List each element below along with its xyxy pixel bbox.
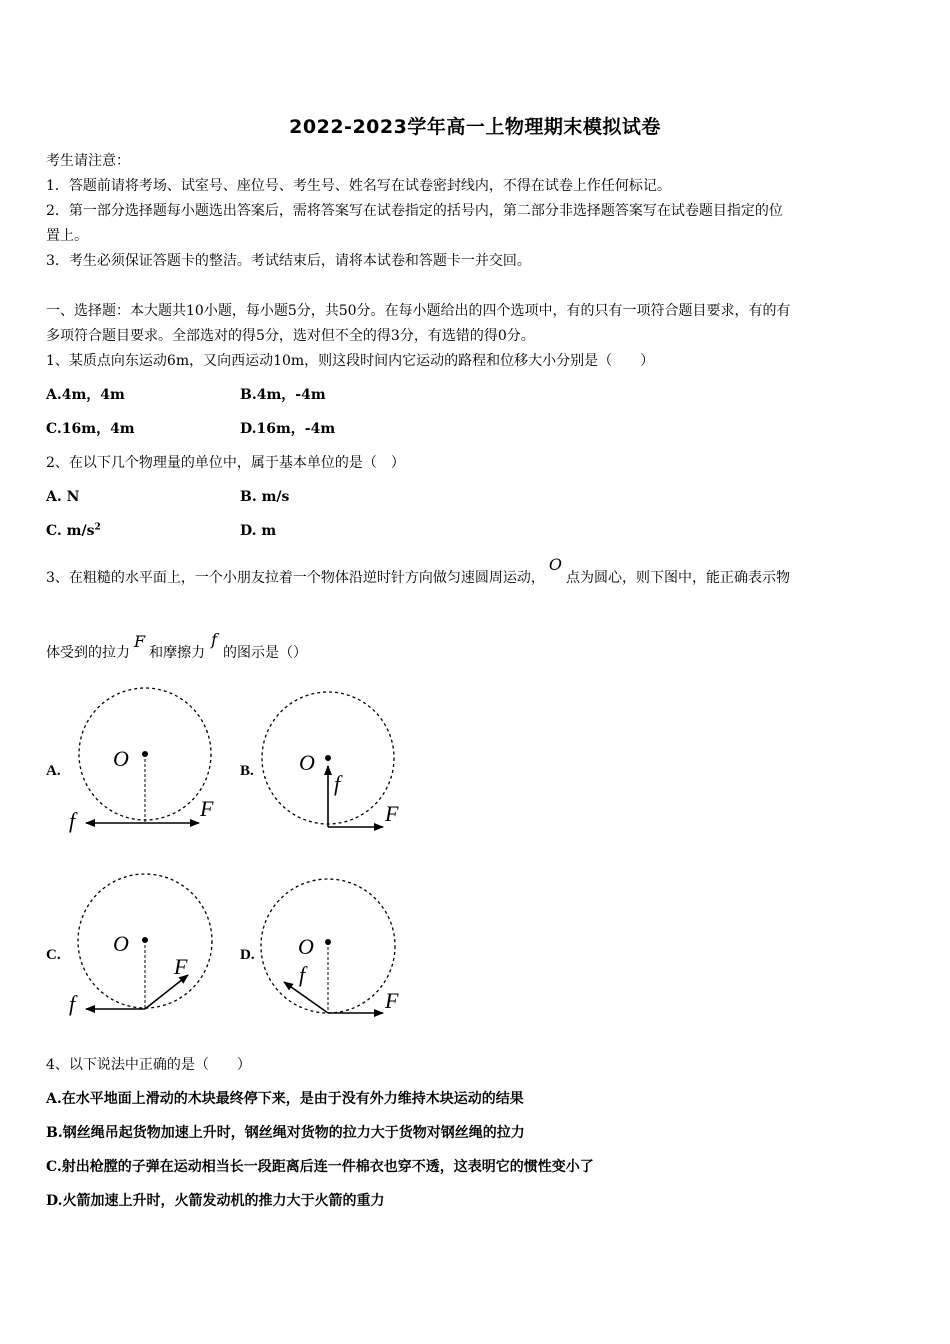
q3-stem-text-3: 体受到的拉力 bbox=[46, 645, 130, 661]
q4-option-b[interactable] bbox=[46, 1123, 525, 1143]
q4-option-b-text: B.钢丝绳吊起货物加速上升时，钢丝绳对货物的拉力大于货物对钢丝绳的拉力 bbox=[46, 1125, 525, 1141]
q3-stem-text-5: 的图示是（） bbox=[223, 645, 308, 661]
q2-option-c-sup: 2 bbox=[94, 522, 101, 533]
notice-heading: 考生请注意： bbox=[46, 153, 130, 169]
q4-option-d[interactable] bbox=[46, 1191, 385, 1211]
q1-option-d[interactable]: D.16m，-4m bbox=[240, 421, 336, 437]
label-F: F bbox=[200, 796, 214, 821]
notice-item-1: 1．答题前请将考场、试室号、座位号、考生号、姓名写在试卷密封线内，不得在试卷上作任何标记。 bbox=[46, 178, 671, 194]
notice-item-3: 3．考生必须保证答题卡的整洁。考试结束后，请将本试卷和答题卡一并交回。 bbox=[46, 253, 531, 269]
q4-option-c-text: C.射出枪膛的子弹在运动相当长一段距离后连一件棉衣也穿不透，这表明它的惯性变小了 bbox=[46, 1159, 594, 1175]
q3-figure-c[interactable] bbox=[66, 868, 226, 1028]
label-O: O bbox=[299, 750, 315, 775]
label-f: f bbox=[69, 808, 76, 833]
q3-figure-b[interactable] bbox=[255, 685, 415, 845]
arrow-f bbox=[284, 982, 328, 1013]
q3-figure-d[interactable] bbox=[255, 868, 415, 1028]
q1-option-b[interactable]: B.4m，-4m bbox=[240, 387, 326, 403]
q2-option-d[interactable]: D. m bbox=[240, 523, 277, 539]
label-O: O bbox=[113, 746, 129, 771]
section-heading-cont: 多项符合题目要求。全部选对的得5分，选对但不全的得3分，有选错的得0分。 bbox=[46, 328, 535, 344]
q3-label-d[interactable]: D. bbox=[240, 947, 255, 963]
q3-stem-line2 bbox=[46, 630, 308, 663]
q1-stem: 1、某质点向东运动6m，又向西运动10m，则这段时间内它运动的路程和位移大小分别是（ ） bbox=[46, 353, 655, 369]
q2-option-c-text: C. m/s bbox=[46, 523, 95, 539]
label-F: F bbox=[385, 988, 399, 1013]
q2-stem: 2、在以下几个物理量的单位中，属于基本单位的是（ ） bbox=[46, 455, 405, 471]
q2-option-b[interactable]: B. m/s bbox=[240, 489, 290, 505]
label-O: O bbox=[298, 934, 314, 959]
label-f: f bbox=[334, 771, 341, 796]
section-heading: 一、选择题：本大题共10小题，每小题5分，共50分。在每小题给出的四个选项中，有的只有一项符合题目要求，有的有 bbox=[46, 303, 791, 319]
q3-label-a[interactable]: A. bbox=[46, 763, 61, 779]
q3-symbol-o: O bbox=[548, 555, 563, 574]
q4-option-d-text: D.火箭加速上升时，火箭发动机的推力大于火箭的重力 bbox=[46, 1193, 385, 1209]
q3-stem-text-4: 和摩擦力 bbox=[149, 645, 206, 661]
q1-option-c[interactable]: C.16m，4m bbox=[46, 421, 135, 437]
q3-label-c[interactable]: C. bbox=[46, 947, 61, 963]
label-O: O bbox=[113, 931, 129, 956]
label-f: f bbox=[299, 962, 306, 987]
q4-option-c[interactable] bbox=[46, 1157, 594, 1177]
q4-option-a[interactable] bbox=[46, 1089, 524, 1109]
q3-figure-a[interactable] bbox=[66, 685, 226, 845]
q1-option-a[interactable]: A.4m，4m bbox=[46, 387, 125, 403]
q3-label-b[interactable]: B. bbox=[240, 763, 254, 779]
q2-option-c[interactable] bbox=[46, 521, 101, 541]
notice-item-2: 2．第一部分选择题每小题选出答案后，需将答案写在试卷指定的括号内，第二部分非选择题答案写在试卷题目指定的位 bbox=[46, 203, 783, 219]
q2-option-a[interactable]: A. N bbox=[46, 489, 80, 505]
q3-stem-text-2: 点为圆心，则下图中，能正确表示物 bbox=[566, 570, 791, 586]
q4-option-a-text: A.在水平地面上滑动的木块最终停下来，是由于没有外力维持木块运动的结果 bbox=[46, 1091, 524, 1107]
page-title: 2022-2023学年高一上物理期末模拟试卷 bbox=[289, 116, 661, 138]
q3-symbol-f: f bbox=[211, 630, 218, 649]
label-f: f bbox=[69, 991, 76, 1016]
q3-stem-line1 bbox=[46, 555, 791, 588]
center-point bbox=[325, 755, 331, 761]
notice-item-2-cont: 置上。 bbox=[46, 228, 88, 244]
label-F: F bbox=[385, 801, 399, 826]
label-F: F bbox=[174, 954, 188, 979]
q3-symbol-F: F bbox=[134, 632, 146, 651]
q3-stem-text-1: 3、在粗糙的水平面上，一个小朋友拉着一个物体沿逆时针方向做匀速圆周运动， bbox=[46, 570, 545, 586]
q4-stem: 4、以下说法中正确的是（ ） bbox=[46, 1057, 251, 1073]
arrow-F bbox=[145, 975, 188, 1009]
